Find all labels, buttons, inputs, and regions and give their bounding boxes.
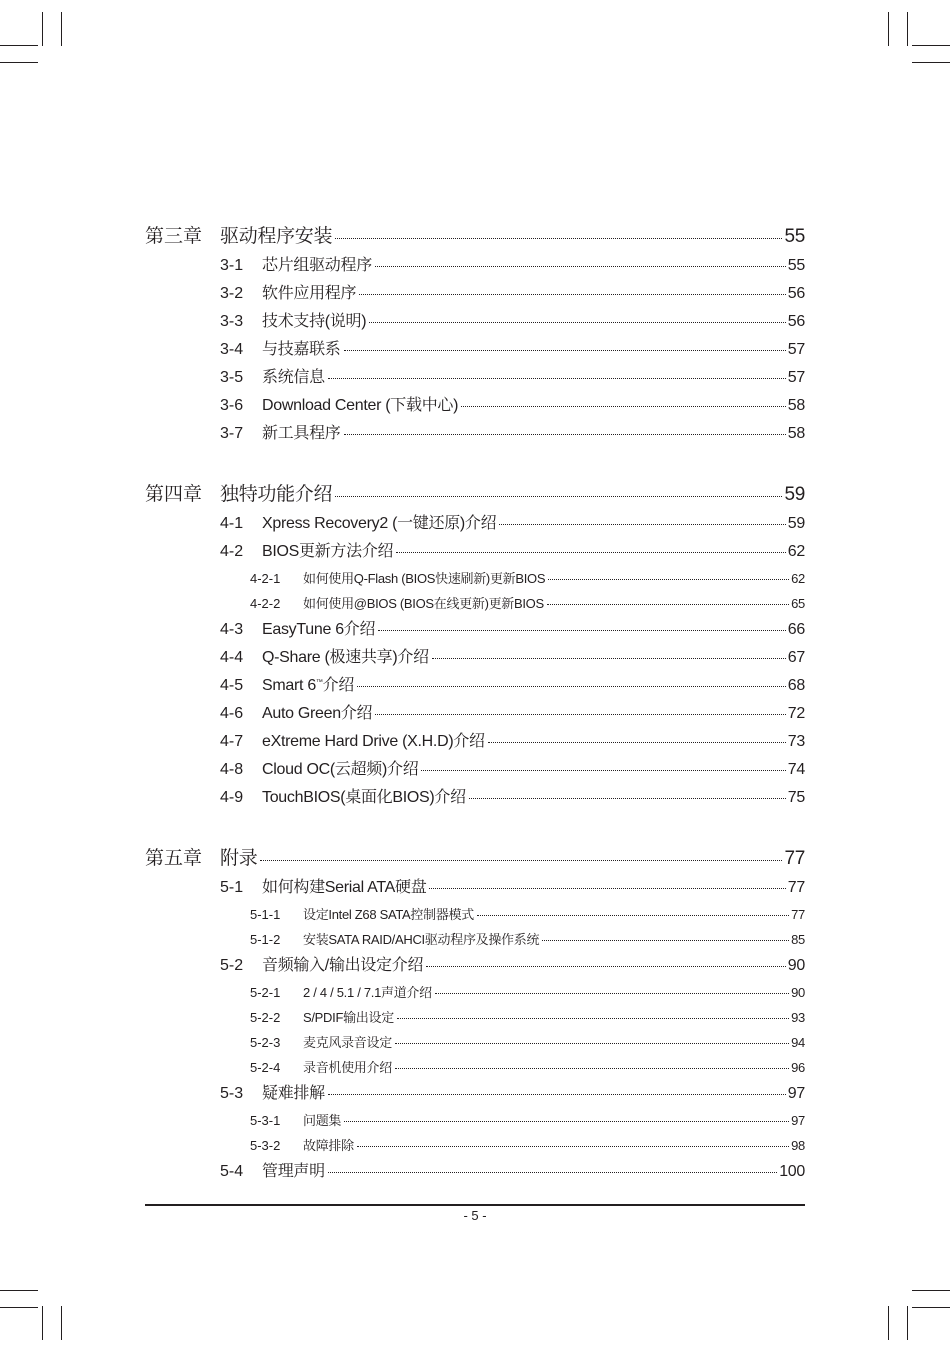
crop-mark	[42, 12, 43, 46]
toc-section-entry[interactable]	[145, 1080, 805, 1108]
dot-leader	[344, 350, 786, 351]
dot-leader	[328, 378, 786, 379]
dot-leader	[378, 630, 786, 631]
dot-leader	[395, 1043, 789, 1044]
entry-number: 5-1-2	[250, 932, 281, 947]
entry-page: 74	[787, 761, 805, 778]
dot-leader	[357, 686, 786, 687]
entry-page: 90	[787, 957, 805, 974]
toc-section-entry[interactable]	[145, 952, 805, 980]
entry-number: 3-6	[220, 397, 244, 414]
entry-number: 4-4	[220, 649, 244, 666]
toc-chapter-entry[interactable]	[145, 480, 805, 510]
entry-number: 4-2-1	[250, 571, 281, 586]
dot-leader	[344, 434, 786, 435]
entry-title	[220, 844, 257, 874]
entry-title-text: 如何使用@BIOS (BIOS在线更新)更新BIOS	[303, 596, 544, 611]
crop-mark	[907, 12, 908, 46]
entry-title-text: Xpress Recovery2 (一键还原)介绍	[262, 515, 497, 532]
crop-mark	[0, 1307, 38, 1308]
crop-mark	[912, 1290, 950, 1291]
entry-title	[303, 1005, 394, 1030]
entry-page: 90	[791, 985, 805, 1000]
crop-mark	[61, 1306, 62, 1340]
entry-title-text: 独特功能介绍	[220, 484, 333, 505]
toc-sub-entry[interactable]	[145, 591, 805, 616]
entry-page: 68	[787, 677, 805, 694]
entry-number: 4-2	[220, 543, 244, 560]
entry-title-text: 芯片组驱动程序	[262, 257, 372, 274]
toc-section-entry[interactable]	[145, 538, 805, 566]
dot-leader	[328, 1172, 777, 1173]
entry-page: 57	[787, 341, 805, 358]
entry-title-text: 安装SATA RAID/AHCI驱动程序及操作系统	[303, 932, 540, 947]
entry-page: 57	[787, 369, 805, 386]
entry-title-text: 问题集	[303, 1113, 342, 1128]
footer-divider	[145, 1204, 805, 1206]
entry-title	[303, 1030, 392, 1055]
toc-sub-entry[interactable]	[145, 566, 805, 591]
entry-title-text: Q-Share (极速共享)介绍	[262, 649, 429, 666]
toc-sub-entry[interactable]	[145, 1030, 805, 1055]
entry-number: 4-1	[220, 515, 244, 532]
entry-title	[303, 1108, 341, 1133]
entry-number: 5-2-3	[250, 1035, 281, 1050]
entry-title	[262, 392, 458, 420]
crop-mark	[912, 62, 950, 63]
entry-number: 5-2-2	[250, 1010, 281, 1025]
crop-mark	[888, 12, 889, 46]
entry-title	[262, 538, 393, 566]
entry-page: 58	[787, 425, 805, 442]
entry-page: 77	[791, 907, 805, 922]
entry-title	[303, 1133, 354, 1158]
entry-number: 4-7	[220, 733, 244, 750]
entry-title	[262, 728, 485, 756]
entry-title	[303, 927, 539, 952]
entry-title-text: BIOS更新方法介绍	[262, 543, 394, 560]
entry-page: 56	[787, 285, 805, 302]
entry-page: 75	[787, 789, 805, 806]
table-of-contents	[145, 222, 805, 1186]
dot-leader	[461, 406, 786, 407]
toc-chapter-entry[interactable]	[145, 844, 805, 874]
dot-leader	[542, 940, 789, 941]
crop-mark	[61, 12, 62, 46]
toc-section-entry[interactable]	[145, 616, 805, 644]
entry-page: 62	[787, 543, 805, 560]
dot-leader	[260, 860, 782, 861]
entry-title-text: Cloud OC(云超频)介绍	[262, 761, 419, 778]
entry-page: 59	[784, 484, 805, 505]
entry-number: 5-1-1	[250, 907, 281, 922]
entry-title-text: 系统信息	[262, 369, 325, 386]
toc-section-entry[interactable]	[145, 392, 805, 420]
dot-leader	[335, 496, 782, 497]
toc-section-entry[interactable]	[145, 420, 805, 448]
entry-title	[262, 756, 418, 784]
entry-page: 55	[784, 226, 805, 247]
entry-number: 4-9	[220, 789, 244, 806]
toc-sub-entry[interactable]	[145, 980, 805, 1005]
entry-title-text: 疑难排解	[262, 1085, 325, 1102]
dot-leader	[344, 1121, 789, 1122]
crop-mark	[0, 1290, 38, 1291]
toc-section-entry[interactable]	[145, 308, 805, 336]
entry-number: 5-3-1	[250, 1113, 281, 1128]
entry-title-text: 新工具程序	[262, 425, 341, 442]
crop-mark	[0, 62, 38, 63]
entry-page: 55	[787, 257, 805, 274]
toc-section-entry[interactable]	[145, 252, 805, 280]
entry-title-text: 管理声明	[262, 1163, 325, 1180]
entry-page: 98	[791, 1138, 805, 1153]
entry-title-text: eXtreme Hard Drive (X.H.D)介绍	[262, 733, 485, 750]
entry-title	[303, 980, 432, 1005]
entry-title-text: 麦克风录音设定	[303, 1035, 392, 1050]
toc-sub-entry[interactable]	[145, 902, 805, 927]
entry-page: 59	[787, 515, 805, 532]
entry-page: 96	[791, 1060, 805, 1075]
entry-page: 58	[787, 397, 805, 414]
dot-leader	[435, 993, 789, 994]
dot-leader	[432, 658, 786, 659]
entry-number: 5-3	[220, 1085, 244, 1102]
entry-page: 93	[791, 1010, 805, 1025]
entry-page: 65	[791, 596, 805, 611]
dot-leader	[429, 888, 785, 889]
entry-number: 第五章	[145, 848, 203, 869]
entry-number: 3-4	[220, 341, 244, 358]
dot-leader	[421, 770, 785, 771]
crop-mark	[912, 1307, 950, 1308]
entry-title	[262, 336, 341, 364]
dot-leader	[499, 524, 785, 525]
entry-title-text: Download Center (下载中心)	[262, 397, 459, 414]
entry-title-text: 故障排除	[303, 1138, 354, 1153]
entry-page: 72	[787, 705, 805, 722]
entry-title	[262, 1080, 325, 1108]
entry-title	[262, 420, 341, 448]
dot-leader	[547, 604, 789, 605]
entry-title-text: S/PDIF输出设定	[303, 1010, 394, 1025]
entry-title-text: 与技嘉联系	[262, 341, 341, 358]
entry-title-text: 如何使用Q-Flash (BIOS快速刷新)更新BIOS	[303, 571, 546, 586]
crop-mark	[0, 45, 38, 46]
entry-title	[303, 566, 545, 591]
toc-section-entry[interactable]	[145, 728, 805, 756]
entry-page: 77	[784, 848, 805, 869]
dot-leader	[375, 266, 786, 267]
entry-title	[262, 364, 325, 392]
entry-number: 3-3	[220, 313, 244, 330]
entry-page: 66	[787, 621, 805, 638]
dot-leader	[328, 1094, 786, 1095]
entry-title-text: 附录	[220, 848, 258, 869]
entry-number: 3-1	[220, 257, 244, 274]
entry-number: 4-2-2	[250, 596, 281, 611]
entry-number: 5-3-2	[250, 1138, 281, 1153]
entry-title	[303, 1055, 392, 1080]
dot-leader	[397, 1018, 789, 1019]
entry-title-suffix: 介绍	[322, 677, 355, 694]
dot-leader	[396, 552, 786, 553]
page-number: - 5 -	[463, 1208, 487, 1223]
entry-title-text: EasyTune 6介绍	[262, 621, 376, 638]
entry-number: 5-2-1	[250, 985, 281, 1000]
dot-leader	[335, 238, 782, 239]
entry-page: 56	[787, 313, 805, 330]
entry-title	[262, 672, 354, 700]
entry-number: 4-6	[220, 705, 244, 722]
entry-title-text: 录音机使用介绍	[303, 1060, 392, 1075]
toc-section-entry[interactable]	[145, 510, 805, 538]
entry-page: 73	[787, 733, 805, 750]
entry-title-text: 技术支持(说明)	[262, 313, 367, 330]
entry-title-text: TouchBIOS(桌面化BIOS)介绍	[262, 789, 466, 806]
toc-section-entry[interactable]	[145, 672, 805, 700]
toc-section-entry[interactable]	[145, 700, 805, 728]
entry-title-text: 软件应用程序	[262, 285, 357, 302]
crop-mark	[912, 45, 950, 46]
entry-page: 85	[791, 932, 805, 947]
toc-section-entry[interactable]	[145, 336, 805, 364]
dot-leader	[359, 294, 786, 295]
trademark-sup: ™	[315, 679, 323, 686]
toc-section-entry[interactable]	[145, 874, 805, 902]
entry-title	[262, 874, 426, 902]
toc-section-entry[interactable]	[145, 644, 805, 672]
crop-mark	[888, 1306, 889, 1340]
dot-leader	[488, 742, 786, 743]
dot-leader	[477, 915, 789, 916]
entry-title-text: 如何构建Serial ATA硬盘	[262, 879, 427, 896]
entry-title	[262, 252, 372, 280]
toc-sub-entry[interactable]	[145, 1108, 805, 1133]
toc-section-entry[interactable]	[145, 280, 805, 308]
entry-number: 4-5	[220, 677, 244, 694]
entry-title	[262, 510, 496, 538]
entry-page: 94	[791, 1035, 805, 1050]
entry-title	[262, 280, 356, 308]
entry-title	[220, 480, 332, 510]
entry-title	[220, 222, 332, 252]
dot-leader	[357, 1146, 789, 1147]
entry-number: 第四章	[145, 484, 203, 505]
entry-title-text: 驱动程序安装	[220, 226, 333, 247]
entry-number: 5-2	[220, 957, 244, 974]
entry-page: 62	[791, 571, 805, 586]
entry-title	[303, 591, 544, 616]
toc-section-entry[interactable]	[145, 756, 805, 784]
entry-number: 3-7	[220, 425, 244, 442]
entry-number: 第三章	[145, 226, 203, 247]
entry-number: 3-2	[220, 285, 244, 302]
entry-number: 5-1	[220, 879, 244, 896]
dot-leader	[426, 966, 786, 967]
dot-leader	[469, 798, 786, 799]
crop-mark	[907, 1306, 908, 1340]
entry-number: 5-2-4	[250, 1060, 281, 1075]
entry-title-text: 2 / 4 / 5.1 / 7.1声道介绍	[303, 985, 432, 1000]
entry-number: 4-3	[220, 621, 244, 638]
toc-sub-entry[interactable]	[145, 1055, 805, 1080]
toc-chapter-entry[interactable]	[145, 222, 805, 252]
entry-title-text: 音频输入/输出设定介绍	[262, 957, 424, 974]
entry-page: 77	[787, 879, 805, 896]
toc-section-entry[interactable]	[145, 364, 805, 392]
entry-number: 4-8	[220, 761, 244, 778]
entry-number: 3-5	[220, 369, 244, 386]
entry-page: 97	[787, 1085, 805, 1102]
entry-page: 67	[787, 649, 805, 666]
entry-title-text: Auto Green介绍	[262, 705, 373, 722]
dot-leader	[375, 714, 786, 715]
entry-title	[262, 700, 372, 728]
entry-number: 5-4	[220, 1163, 244, 1180]
toc-sub-entry[interactable]	[145, 1133, 805, 1158]
crop-mark	[42, 1306, 43, 1340]
toc-sub-entry[interactable]	[145, 927, 805, 952]
entry-page: 97	[791, 1113, 805, 1128]
entry-page: 100	[779, 1163, 805, 1180]
entry-title	[262, 1158, 325, 1186]
entry-title	[262, 616, 375, 644]
entry-title-text: 设定Intel Z68 SATA控制器模式	[303, 907, 474, 922]
dot-leader	[395, 1068, 789, 1069]
entry-title	[262, 784, 466, 812]
entry-title-text: Smart 6	[262, 677, 316, 694]
toc-sub-entry[interactable]	[145, 1005, 805, 1030]
toc-section-entry[interactable]	[145, 784, 805, 812]
entry-title	[262, 644, 429, 672]
toc-section-entry[interactable]	[145, 1158, 805, 1186]
entry-title	[262, 308, 366, 336]
dot-leader	[548, 579, 789, 580]
entry-title	[303, 902, 474, 927]
entry-title	[262, 952, 423, 980]
dot-leader	[369, 322, 786, 323]
